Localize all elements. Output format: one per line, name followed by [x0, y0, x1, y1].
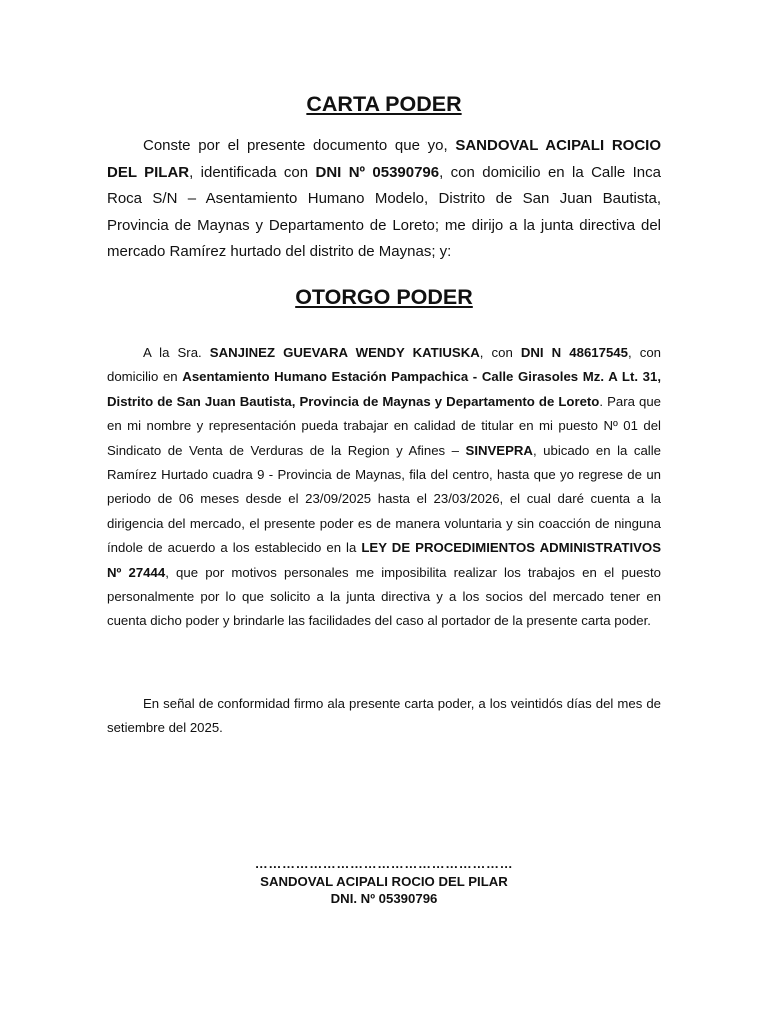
signer-name: SANDOVAL ACIPALI ROCIO DEL PILAR — [260, 874, 508, 889]
body-text: . Para que en mi nombre y representación pueda trabajar en calidad de titular en mi puesto Nº 01 del Sindicato de Venta de Verduras de la Region y Afines – — [107, 393, 661, 458]
closing-text: En señal de conformidad firmo ala presente carta poder, a los veintidós días del mes de setiembre del 2025. — [107, 696, 661, 736]
grantee-dni: DNI N 48617545 — [520, 345, 628, 360]
grantee-name: SANJINEZ GUEVARA WENDY KATIUSKA — [209, 345, 480, 360]
body-text: , que por motivos personales me imposibilita realizar los trabajos en el puesto personalmente por lo que solicito a la junta directiva y a los socios del mercado tener en cuenta dicho poder y brindarle las facilidades del caso al portador de la presente carta poder. — [107, 564, 661, 629]
body-text: , con — [479, 345, 521, 360]
law-reference: LEY DE PROCEDIMIENTOS ADMINISTRATIVOS Nº 27444 — [107, 540, 661, 580]
union-acronym: SINVEPRA — [465, 442, 533, 458]
intro-text: Conste por el presente documento que yo, — [143, 137, 456, 154]
intro-text: , con domicilio en la Calle Inca Roca S/N – Asentamiento Humano Modelo, Distrito de San Juan Bautista, Provincia de Maynas y Departamento de Loreto; me dirijo a la junta directiva del mercado Ramírez hurtado del distrito de Maynas; y: — [107, 163, 661, 260]
body-text: , ubicado en la calle Ramírez Hurtado cuadra 9 - Provincia de Maynas, fila del centro, hasta que yo regrese de un periodo de 06 meses desde el 23/09/2025 hasta el 23/03/2026, el cual daré cuenta a la dirigencia del mercado, el presente poder es de manera voluntaria y sin coacción de ninguna índole de acuerdo a los establecido en la — [107, 442, 661, 556]
signature-line: ………………………………………………… — [254, 856, 514, 871]
intro-paragraph — [107, 133, 661, 266]
signer-dni: DNI. Nº 05390796 — [330, 891, 438, 906]
body-text: A la Sra. — [143, 345, 210, 360]
body-paragraph — [107, 341, 661, 634]
closing-paragraph — [107, 692, 661, 741]
grantor-dni: DNI Nº 05390796 — [315, 163, 440, 181]
section-title: OTORGO PODER — [295, 285, 473, 309]
signature-block — [0, 855, 768, 907]
grantor-name: SANDOVAL ACIPALI ROCIO DEL PILAR — [107, 137, 661, 181]
document-title: CARTA PODER — [306, 92, 462, 116]
grantee-address: Asentamiento Humano Estación Pampachica - Calle Girasoles Mz. A Lt. 31, Distrito de San Juan Bautista, Provincia de Maynas y Departamento de Loreto — [107, 369, 661, 409]
body-text: , con domicilio en — [107, 345, 661, 385]
intro-text: , identificada con — [189, 163, 316, 181]
